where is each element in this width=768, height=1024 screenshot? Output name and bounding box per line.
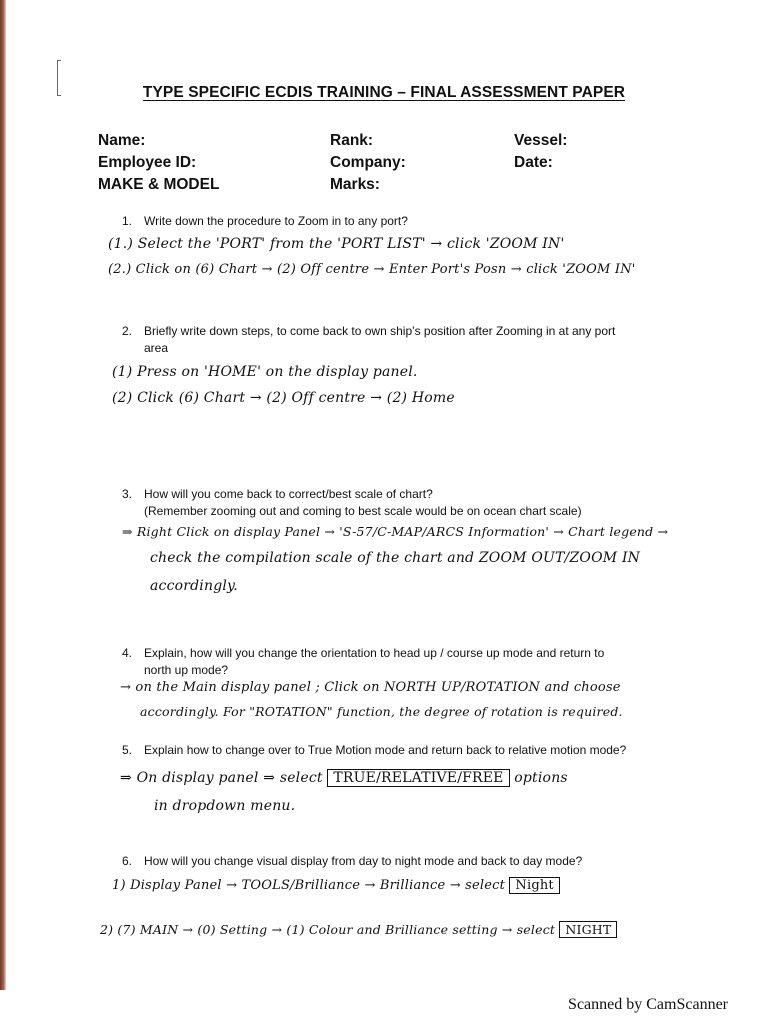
question-5 (122, 742, 682, 759)
question-number: 4. (122, 646, 133, 660)
question-text: Write down the procedure to Zoom in to any port? (144, 214, 408, 228)
marks-label: Marks: (330, 176, 380, 193)
question-number: 2. (122, 324, 133, 338)
employee-id-label: Employee ID: (98, 154, 197, 171)
answer-5-text-tail: options (514, 770, 568, 786)
question-text: Explain, how will you change the orientation to head up / course up mode and return to (144, 646, 605, 660)
rank-label: Rank: (330, 132, 374, 149)
answer-5-line-1 (120, 770, 568, 786)
question-6 (122, 853, 682, 870)
vessel-label: Vessel: (514, 132, 568, 149)
date-label: Date: (514, 154, 553, 171)
question-text: Explain how to change over to True Motion mode and return back to relative motion mode? (144, 743, 627, 757)
answer-5-text: ⇒ On display panel ⇒ select (120, 770, 323, 786)
answer-2-line-2: (2) Click (6) Chart → (2) Off centre → (2) Home (112, 390, 455, 406)
answer-1-line-2: (2.) Click on (6) Chart → (2) Off centre → Enter Port's Posn → click 'ZOOM IN' (108, 262, 636, 277)
question-number: 3. (122, 487, 133, 501)
name-label: Name: (98, 132, 146, 149)
answer-6-boxed-night-2: NIGHT (559, 921, 617, 938)
scan-edge (0, 0, 6, 990)
page-title: TYPE SPECIFIC ECDIS TRAINING – FINAL ASSESSMENT PAPER (142, 84, 626, 101)
answer-5-boxed-option: TRUE/RELATIVE/FREE (327, 769, 509, 787)
answer-6-text-2: 2) (7) MAIN → (0) Setting → (1) Colour and Brilliance setting → select (100, 922, 556, 937)
question-text: How will you come back to correct/best scale of chart? (144, 487, 433, 501)
answer-3-line-3: accordingly. (150, 578, 238, 594)
answer-4-line-1: → on the Main display panel ; Click on NORTH UP/ROTATION and choose (120, 680, 621, 695)
question-3 (122, 486, 682, 520)
answer-4-line-2: accordingly. For "ROTATION" function, the degree of rotation is required. (140, 704, 623, 719)
header-col-3 (514, 130, 567, 174)
question-text: Briefly write down steps, to come back to own ship’s position after Zooming in at any port (144, 324, 616, 338)
header-col-2 (330, 130, 406, 196)
question-number: 1. (122, 214, 133, 228)
question-text-cont: (Remember zooming out and coming to best scale would be on ocean chart scale) (144, 504, 582, 518)
make-model-label: MAKE & MODEL (98, 176, 220, 193)
scanner-footer: Scanned by CamScanner (568, 996, 728, 1013)
answer-6-line-2 (100, 922, 617, 937)
company-label: Company: (330, 154, 406, 171)
answer-1-line-1: (1.) Select the 'PORT' from the 'PORT LIST' → click 'ZOOM IN' (108, 236, 565, 252)
answer-2-line-1: (1) Press on 'HOME' on the display panel. (112, 364, 418, 380)
question-text-cont: north up mode? (144, 663, 229, 677)
question-number: 5. (122, 743, 133, 757)
question-text: How will you change visual display from day to night mode and back to day mode? (144, 854, 583, 868)
question-text-cont: area (144, 341, 169, 355)
question-2 (122, 323, 682, 357)
answer-3-line-2: check the compilation scale of the chart and ZOOM OUT/ZOOM IN (150, 550, 641, 566)
answer-6-boxed-night: Night (509, 877, 559, 894)
answer-3-line-1: ⇒ Right Click on display Panel → 'S-57/C-MAP/ARCS Information' → Chart legend → (122, 524, 669, 539)
answer-5-line-2: in dropdown menu. (154, 798, 296, 814)
answer-6-text: 1) Display Panel → TOOLS/Brilliance → Brilliance → select (112, 878, 506, 893)
question-number: 6. (122, 854, 133, 868)
answer-6-line-1 (112, 878, 560, 893)
question-4 (122, 645, 682, 679)
question-1 (122, 213, 682, 230)
header-col-1 (98, 130, 219, 196)
